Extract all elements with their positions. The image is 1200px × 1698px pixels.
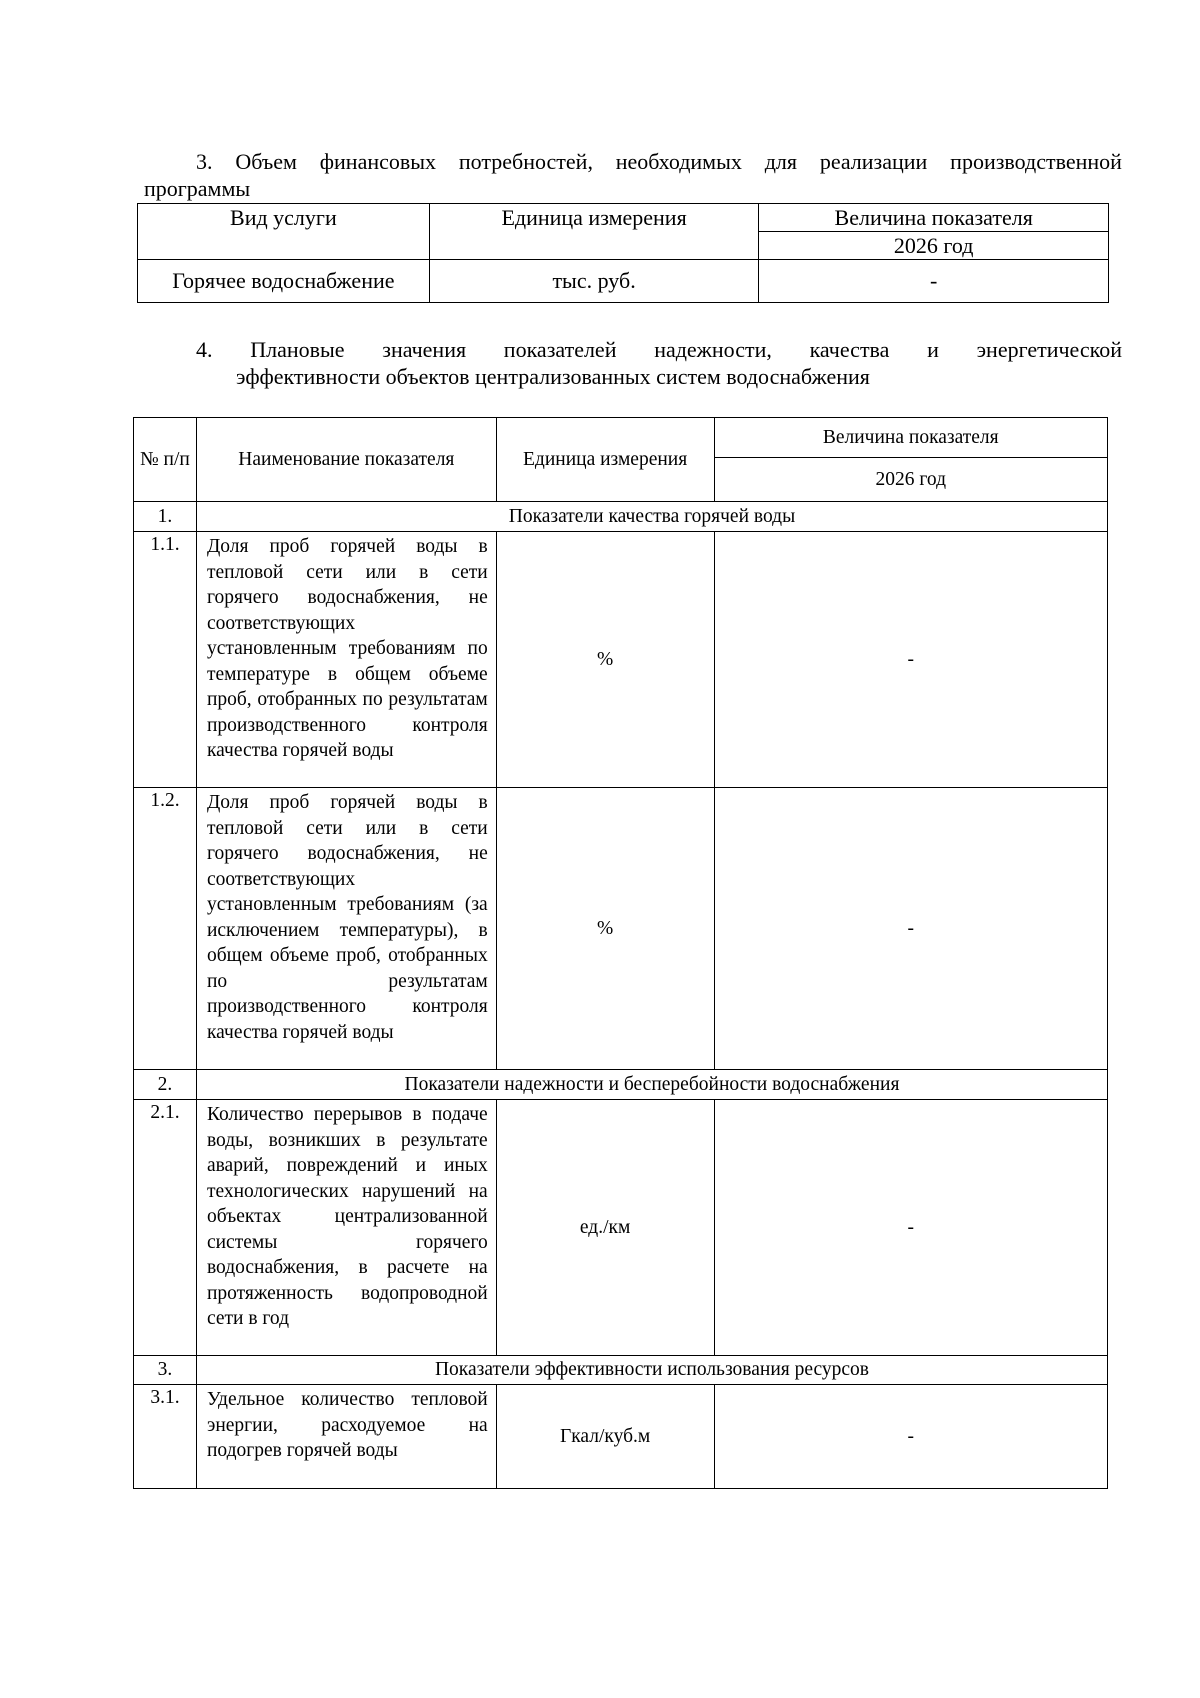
group-num: 1.: [134, 502, 197, 532]
indicators-table: [133, 417, 1108, 1489]
section4-heading-line2: эффективности объектов централизованных систем водоснабжения: [236, 364, 870, 389]
heading-word: финансовых: [319, 149, 437, 174]
cell-value: -: [759, 260, 1109, 303]
heading-word: для: [764, 149, 797, 174]
group-title: Показатели надежности и бесперебойности водоснабжения: [196, 1070, 1107, 1100]
heading-word: необходимых: [615, 149, 742, 174]
row-name: Доля проб горячей воды в тепловой сети или в сети горячего водоснабжения, не соответствующих установленным требованиям по температуре в общем объеме проб, отобранных по результатам производственного контроля качества горячей воды: [196, 532, 496, 788]
section3-heading-line1: [144, 148, 1122, 175]
group-row: [134, 1356, 1108, 1385]
cell-service: Горячее водоснабжение: [138, 260, 430, 303]
section4-heading-line1: [196, 336, 1122, 363]
section4-heading: [196, 336, 1122, 390]
row-name: Количество перерывов в подаче воды, возникших в результате аварий, повреждений и иных технологических нарушений на объектах централизованной системы горячего водоснабжения, в расчете на протяженность водопроводной сети в год: [196, 1100, 496, 1356]
row-num: 1.1.: [134, 532, 197, 788]
row-value: -: [714, 788, 1108, 1070]
header-service: Вид услуги: [138, 204, 430, 260]
section3-heading-line2: программы: [144, 176, 251, 201]
heading-word: и: [927, 337, 939, 362]
header-num: № п/п: [134, 418, 197, 502]
header-year: 2026 год: [714, 458, 1108, 502]
heading-word: энергетической: [976, 337, 1122, 362]
row-value: -: [714, 1385, 1108, 1489]
group-num: 2.: [134, 1070, 197, 1100]
group-row: [134, 502, 1108, 532]
header-unit: Единица измерения: [496, 418, 714, 502]
row-num: 3.1.: [134, 1385, 197, 1489]
section3-heading: [144, 148, 1122, 202]
row-unit: %: [496, 788, 714, 1070]
row-num: 1.2.: [134, 788, 197, 1070]
heading-word: Плановые: [250, 337, 345, 362]
cell-unit: тыс. руб.: [429, 260, 759, 303]
row-unit: %: [496, 532, 714, 788]
row-num: 2.1.: [134, 1100, 197, 1356]
heading-word: Объем: [235, 149, 297, 174]
row-name: Доля проб горячей воды в тепловой сети или в сети горячего водоснабжения, не соответствующих установленным требованиям (за исключением температуры), в общем объеме проб, отобранных по результатам производственного контроля качества горячей воды: [196, 788, 496, 1070]
group-num: 3.: [134, 1356, 197, 1385]
header-value: Величина показателя: [759, 204, 1109, 232]
group-title: Показатели качества горячей воды: [196, 502, 1107, 532]
group-title: Показатели эффективности использования ресурсов: [196, 1356, 1107, 1385]
heading-word: 3.: [196, 149, 213, 174]
row-unit: Гкал/куб.м: [496, 1385, 714, 1489]
row-value: -: [714, 532, 1108, 788]
heading-word: значения: [382, 337, 467, 362]
header-name: Наименование показателя: [196, 418, 496, 502]
header-unit: Единица измерения: [429, 204, 759, 260]
heading-word: потребностей,: [458, 149, 593, 174]
row-name: Удельное количество тепловой энергии, расходуемое на подогрев горячей воды: [196, 1385, 496, 1489]
heading-word: показателей: [503, 337, 617, 362]
heading-word: производственной: [950, 149, 1122, 174]
table-row: [134, 532, 1108, 788]
financial-needs-table: [137, 203, 1109, 303]
header-value: Величина показателя: [714, 418, 1108, 458]
table-row: [134, 788, 1108, 1070]
heading-word: 4.: [196, 337, 213, 362]
row-unit: ед./км: [496, 1100, 714, 1356]
heading-word: реализации: [819, 149, 928, 174]
heading-word: качества: [809, 337, 890, 362]
table-row: [134, 1100, 1108, 1356]
heading-word: надежности,: [654, 337, 772, 362]
row-value: -: [714, 1100, 1108, 1356]
header-year: 2026 год: [759, 232, 1109, 260]
table-row: [134, 1385, 1108, 1489]
group-row: [134, 1070, 1108, 1100]
